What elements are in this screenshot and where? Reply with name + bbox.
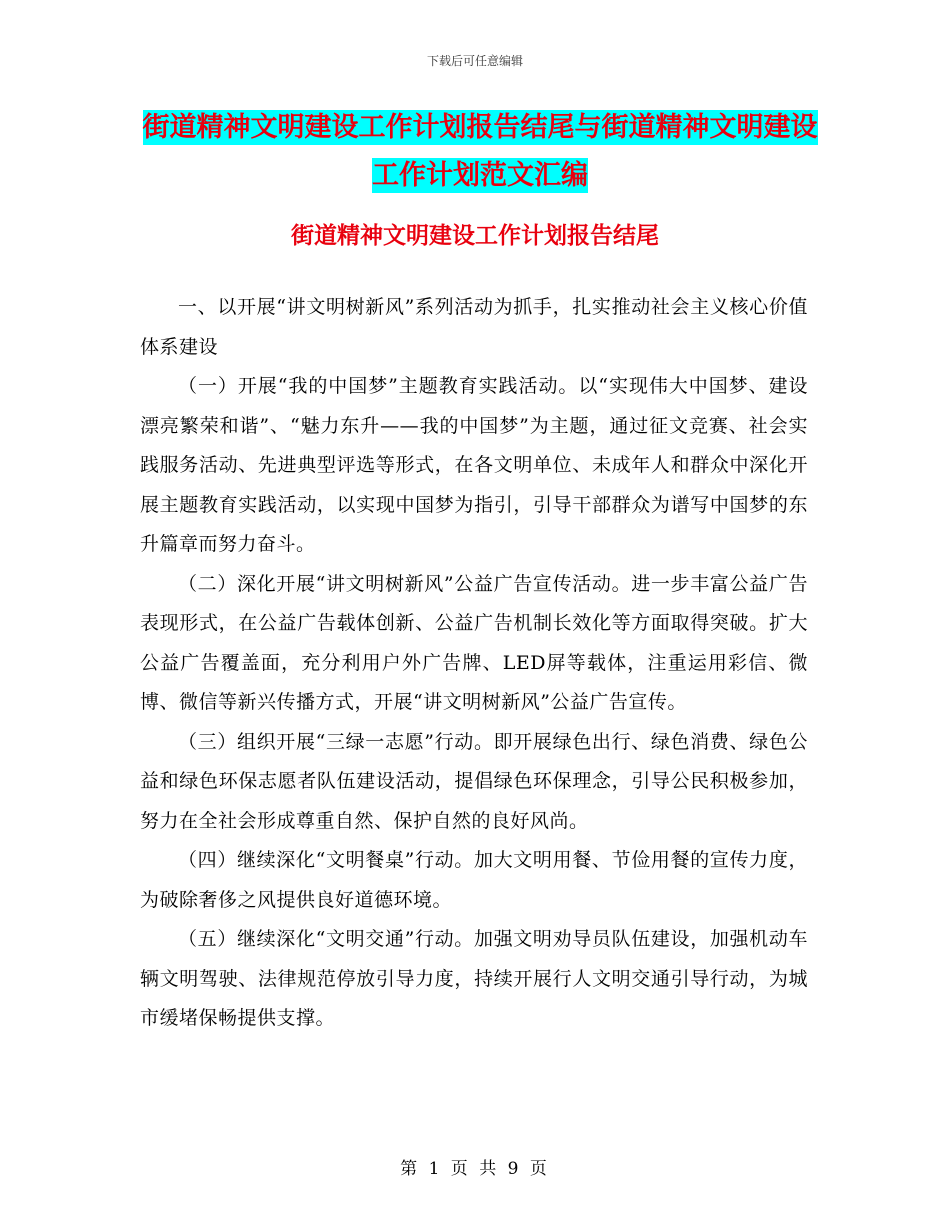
section-title: 街道精神文明建设工作计划报告结尾 — [291, 223, 659, 249]
document-title — [140, 104, 820, 200]
paragraph: （二）深化开展“讲文明树新风”公益广告宣传活动。进一步丰富公益广告表现形式，在公益广告载体创新、公益广告机制长效化等方面取得突破。扩大公益广告覆盖面，充分利用户外广告牌、LED屏等载体，注重运用彩信、微博、微信等新兴传播方式，开展“讲文明树新风”公益广告宣传。 — [140, 572, 808, 713]
paragraph: 一、以开展“讲文明树新风”系列活动为抓手，扎实推动社会主义核心价值体系建设 — [140, 296, 808, 358]
paragraph: （三）组织开展“三绿一志愿”行动。即开展绿色出行、绿色消费、绿色公益和绿色环保志愿者队伍建设活动，提倡绿色环保理念，引导公民积极参加，努力在全社会形成尊重自然、保护自然的良好风尚。 — [140, 730, 808, 832]
document-title-text: 街道精神文明建设工作计划报告结尾与街道精神文明建设工作计划范文汇编 — [142, 112, 818, 191]
paragraph: （五）继续深化“文明交通”行动。加强文明劝导员队伍建设，加强机动车辆文明驾驶、法律规范停放引导力度，持续开展行人文明交通引导行动，为城市缓堵保畅提供支撑。 — [140, 928, 808, 1029]
page-header-note: 下载后可任意编辑 — [426, 54, 523, 68]
page-number-footer: 第 1 页 共 9 页 — [400, 1159, 550, 1179]
paragraph: （四）继续深化“文明餐桌”行动。加大文明用餐、节俭用餐的宣传力度，为破除奢侈之风提供良好道德环境。 — [140, 849, 808, 911]
paragraph: （一）开展“我的中国梦”主题教育实践活动。以“实现伟大中国梦、建设漂亮繁荣和谐”、“魅力东升——我的中国梦”为主题，通过征文竞赛、社会实践服务活动、先进典型评选等形式，在各文明单位、未成年人和群众中深化开展主题教育实践活动，以实现中国梦为指引，引导干部群众为谱写中国梦的东升篇章而努力奋斗。 — [140, 375, 808, 555]
document-body — [140, 288, 808, 1039]
